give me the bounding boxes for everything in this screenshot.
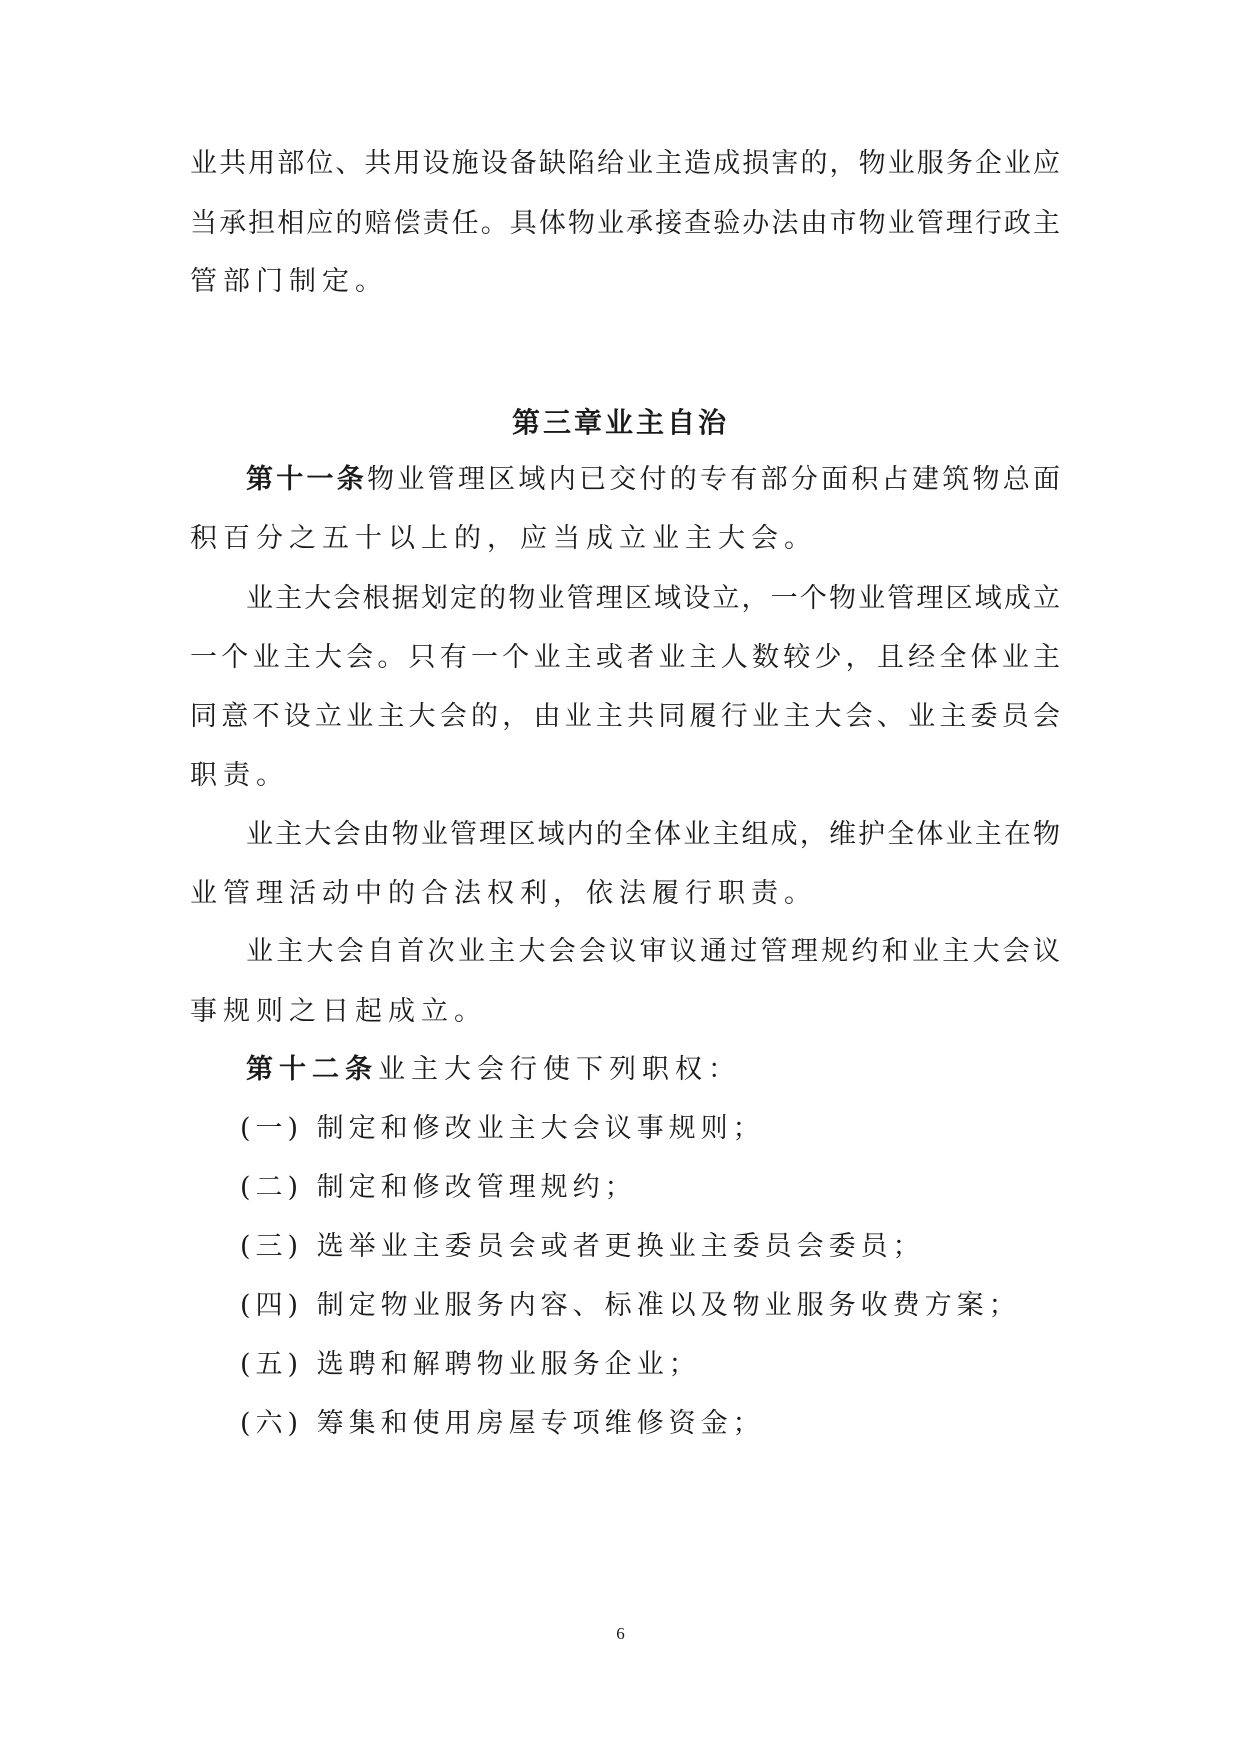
article-12-item-4: (四) 制定物业服务内容、标准以及物业服务收费方案； xyxy=(240,1290,1021,1321)
article-11-para2-line-2: 一个业主大会。只有一个业主或者业主人数较少，且经全体业主 xyxy=(190,642,1060,673)
intro-line-3: 管部门制定。 xyxy=(190,266,388,297)
article-11-para2-line-3: 同意不设立业主大会的，由业主共同履行业主大会、业主委员会 xyxy=(190,701,1060,732)
article-11-text: 物业管理区域内已交付的专有部分面积占建筑物总面 xyxy=(367,464,1061,495)
article-11-para2-line-1: 业主大会根据划定的物业管理区域设立，一个物业管理区域成立 xyxy=(246,583,1060,614)
article-12-item-3: (三) 选举业主委员会或者更换业主委员会委员； xyxy=(240,1231,925,1262)
article-12-item-5: (五) 选聘和解聘物业服务企业； xyxy=(240,1349,701,1380)
article-11-para4-line-1: 业主大会自首次业主大会会议审议通过管理规约和业主大会议 xyxy=(246,936,1060,967)
chapter-title: 第三章业主自治 xyxy=(511,406,729,439)
article-12-item-6: (六) 筹集和使用房屋专项维修资金； xyxy=(240,1408,765,1439)
article-11-line-2: 积百分之五十以上的，应当成立业主大会。 xyxy=(190,523,817,554)
article-12-text: 业主大会行使下列职权： xyxy=(378,1054,741,1085)
intro-line-2: 当承担相应的赔偿责任。具体物业承接查验办法由市物业管理行政主 xyxy=(190,208,1060,239)
page-number: 6 xyxy=(616,1624,625,1643)
article-11-line-1 xyxy=(246,462,1060,498)
article-12-item-1: (一) 制定和修改业主大会议事规则； xyxy=(240,1113,765,1144)
article-11-para2-line-4: 职责。 xyxy=(190,760,289,791)
article-12-line xyxy=(246,1052,1060,1088)
article-11-para4-line-2: 事规则之日起成立。 xyxy=(190,996,487,1027)
intro-line-1: 业共用部位、共用设施设备缺陷给业主造成损害的，物业服务企业应 xyxy=(190,148,1060,179)
article-12-item-2: (二) 制定和修改管理规约； xyxy=(240,1172,637,1203)
article-11-para3-line-1: 业主大会由物业管理区域内的全体业主组成，维护全体业主在物 xyxy=(246,819,1060,850)
article-11-label: 第十一条 xyxy=(246,464,368,495)
article-12-label: 第十二条 xyxy=(246,1054,378,1085)
article-11-para3-line-2: 业管理活动中的合法权利，依法履行职责。 xyxy=(190,878,817,909)
